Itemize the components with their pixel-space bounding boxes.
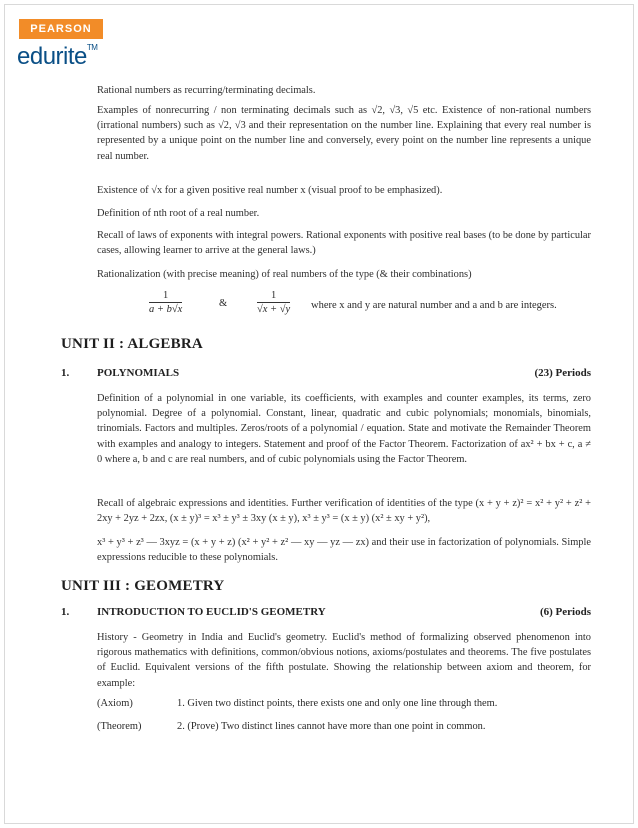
section-periods: (23) Periods [534, 367, 591, 379]
fraction-two [257, 290, 290, 315]
fraction-one-numerator: 1 [149, 290, 182, 303]
edurite-wordmark: edurite [17, 43, 87, 70]
paragraph-irrational-numbers: Examples of nonrecurring / non terminating decimals such as √2, √3, √5 etc. Existence of non-rational numbers (irrational numbers) such as √2, √3 and their representation on the number line. Explaining that every real number is represented by a unique point on the number line and conversely, every point on the number line represents a unique real number. [97, 105, 591, 162]
paragraph-rational-decimals: Rational numbers as recurring/terminating decimals. [97, 85, 316, 96]
paragraph-euclid-history: History - Geometry in India and Euclid's geometry. Euclid's method of formalizing observed phenomenon into rigorous mathematics with definitions, common/obvious notions, axioms/postulates and theorems. The five postulates of Euclid. Equivalent versions of the fifth postulate. Showing the relationship between axiom and theorem, for example: [97, 632, 591, 689]
section-title: INTRODUCTION TO EUCLID'S GEOMETRY [97, 606, 326, 618]
rationalization-fractions [97, 290, 591, 326]
paragraph-root-existence: Existence of √x for a given positive real number x (visual proof to be emphasized). [97, 185, 443, 196]
fraction-one [149, 290, 182, 315]
fraction-two-denominator: √x + √y [257, 304, 291, 315]
edurite-logo [17, 43, 97, 71]
paragraph-identities: Recall of algebraic expressions and identities. Further verification of identities of the type (x + y + z)² = x² + y² + z² + 2xy + 2yz + 2zx, (x ± y)³ = x³ ± y³ ± 3xy (x ± y), x³ ± y³ = (x ± y) (x² ± xy + y²), [97, 498, 591, 525]
document-page [4, 4, 634, 824]
axiom-text: 1. Given two distinct points, there exists one and only one line through them. [177, 698, 498, 709]
paragraph-cubic-identity: x³ + y³ + z³ — 3xyz = (x + y + z) (x² + y² + z² — xy — yz — zx) and their use in factorization of polynomials. Simple expressions reducible to these polynomials. [97, 537, 591, 564]
paragraph-nth-root: Definition of nth root of a real number. [97, 208, 260, 219]
fraction-note: where x and y are natural number and a and b are integers. [311, 300, 557, 311]
section-number: 1. [61, 367, 70, 379]
pearson-logo: PEARSON [19, 19, 103, 39]
fraction-two-numerator: 1 [257, 290, 290, 303]
paragraph-polynomial-definition: Definition of a polynomial in one variable, its coefficients, with examples and counter examples, its terms, zero polynomial. Degree of a polynomial. Constant, linear, quadratic and cubic polynomials; monomials, binomials, trinomials. Factors and multiples. Zeros/roots of a polynomial / equation. State and motivate the Remainder Theorem with examples and analogy to integers. Statement and proof of the Factor Theorem. Factorization of ax² + bx + c, a ≠ 0 where a, b and c are real numbers, and of cubic polynomials using the Factor Theorem. [97, 393, 591, 465]
theorem-text: 2. (Prove) Two distinct lines cannot have more than one point in common. [177, 721, 486, 732]
unit-three-heading: UNIT III : GEOMETRY [61, 578, 225, 594]
fraction-one-denominator: a + b√x [149, 304, 183, 315]
section-title: POLYNOMIALS [97, 367, 180, 379]
ampersand: & [219, 298, 228, 309]
theorem-label: (Theorem) [97, 721, 142, 732]
axiom-label: (Axiom) [97, 698, 133, 709]
section-periods: (6) Periods [539, 606, 591, 618]
section-number: 1. [61, 606, 70, 618]
unit-two-heading: UNIT II : ALGEBRA [61, 336, 203, 352]
paragraph-rationalization: Rationalization (with precise meaning) of real numbers of the type (& their combinations) [97, 269, 472, 280]
trademark-mark: TM [86, 43, 98, 52]
paragraph-exponents: Recall of laws of exponents with integral powers. Rational exponents with positive real bases (to be done by particular cases, allowing learner to arrive at the general laws.) [97, 230, 591, 257]
